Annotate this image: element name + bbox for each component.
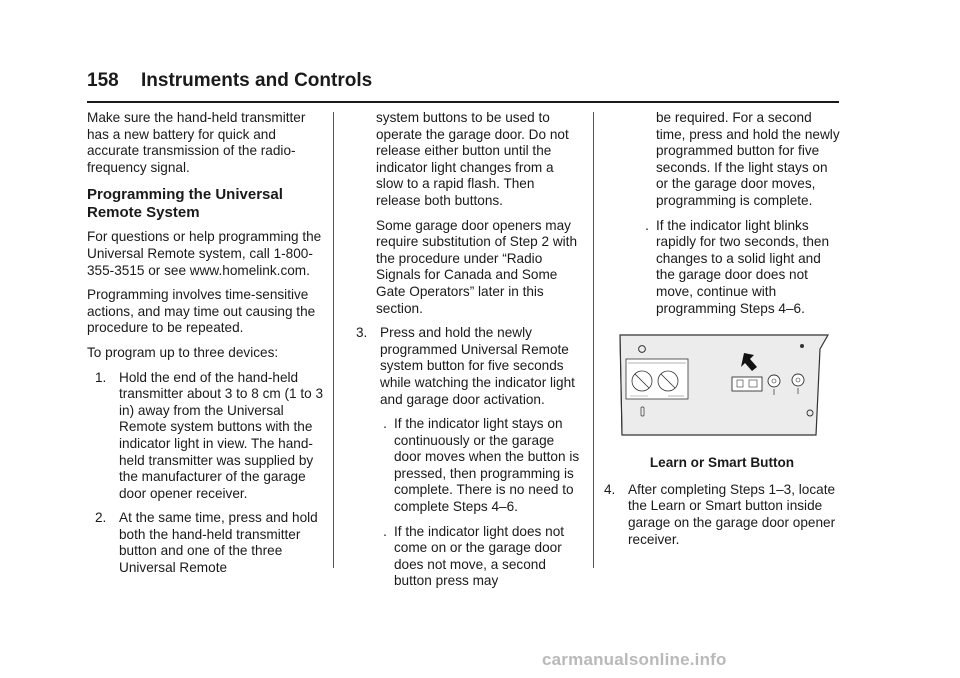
intro-paragraph: Make sure the hand-held transmitter has a new battery for quick and accurate transmission of the radio-frequency signal.	[87, 110, 306, 175]
step-text: At the same time, press and hold both the hand-held transmitter button and one of the three Universal Remote	[119, 510, 318, 576]
help-paragraph: For questions or help programming the Universal Remote system, call 1-800-355-3515 or see www.homelink.com.	[87, 229, 322, 278]
bullet-text: If the indicator light does not come on or the garage door does not move, a second button press may	[394, 523, 565, 589]
step-4	[604, 482, 840, 548]
section-title: Instruments and Controls	[141, 70, 373, 91]
step-text: Press and hold the newly programmed Universal Remote system button for five seconds while watching the indicator light and garage door activation.	[380, 325, 575, 407]
bullet-mark: .	[645, 217, 649, 233]
step-2-continued: system buttons to be used to operate the garage door. Do not release either button until the indicator light changes from a slow to a rapid flash. Then release both buttons.	[376, 110, 569, 208]
step-number: 1.	[95, 369, 107, 385]
step-1	[87, 370, 325, 503]
step-2	[87, 510, 325, 576]
bullet-item	[356, 416, 582, 516]
step-text: Hold the end of the hand-held transmitter about 3 to 8 cm (1 to 3 in) away from the Universal Remote system buttons with the indicator light in view. The hand-held transmitter was supplied by the manufacturer of the garage door opener receiver.	[119, 369, 323, 501]
bullet-mark: .	[383, 523, 387, 539]
column-divider	[593, 112, 594, 568]
step-number: 4.	[604, 481, 616, 497]
bullet-item	[604, 218, 840, 318]
site-watermark: carmanualsonline.info	[542, 650, 727, 669]
bullet-continued: be required. For a second time, press and hold the newly programmed button for five seconds. If the light stays on or the garage door moves, programming is complete.	[656, 110, 840, 208]
subsection-heading: Programming the Universal Remote System	[87, 186, 283, 222]
bullet-mark: .	[383, 416, 387, 432]
bullet-text: If the indicator light blinks rapidly for two seconds, then changes to a solid light and the garage door does not move, continue with programming Steps 4–6.	[656, 217, 830, 316]
page-number: 158	[87, 70, 119, 91]
column-2	[356, 110, 582, 598]
column-divider	[333, 112, 334, 568]
step-number: 3.	[356, 325, 368, 341]
step-number: 2.	[95, 510, 107, 526]
step-2-note: Some garage door openers may require substitution of Step 2 with the procedure under “Radio Signals for Canada and Some Gate Operators” later in this section.	[376, 217, 577, 316]
step-text: After completing Steps 1–3, locate the Learn or Smart button inside garage on the garage door opener receiver.	[628, 481, 836, 547]
column-3	[604, 110, 840, 556]
step-3	[356, 325, 582, 408]
header-rule	[87, 101, 839, 103]
figure-caption: Learn or Smart Button	[649, 455, 795, 471]
bullet-item	[356, 524, 582, 590]
program-intro: To program up to three devices:	[87, 344, 279, 360]
column-1	[87, 110, 325, 585]
learn-button-illustration	[616, 331, 832, 443]
garage-opener-icon	[616, 331, 832, 443]
timing-paragraph: Programming involves time-sensitive actions, and may time out causing the procedure to be repeated.	[87, 287, 316, 336]
page-header	[87, 70, 839, 104]
bullet-text: If the indicator light stays on continuously or the garage door moves when the button is pressed, then programming is complete. There is no need to complete Steps 4–6.	[394, 416, 580, 515]
